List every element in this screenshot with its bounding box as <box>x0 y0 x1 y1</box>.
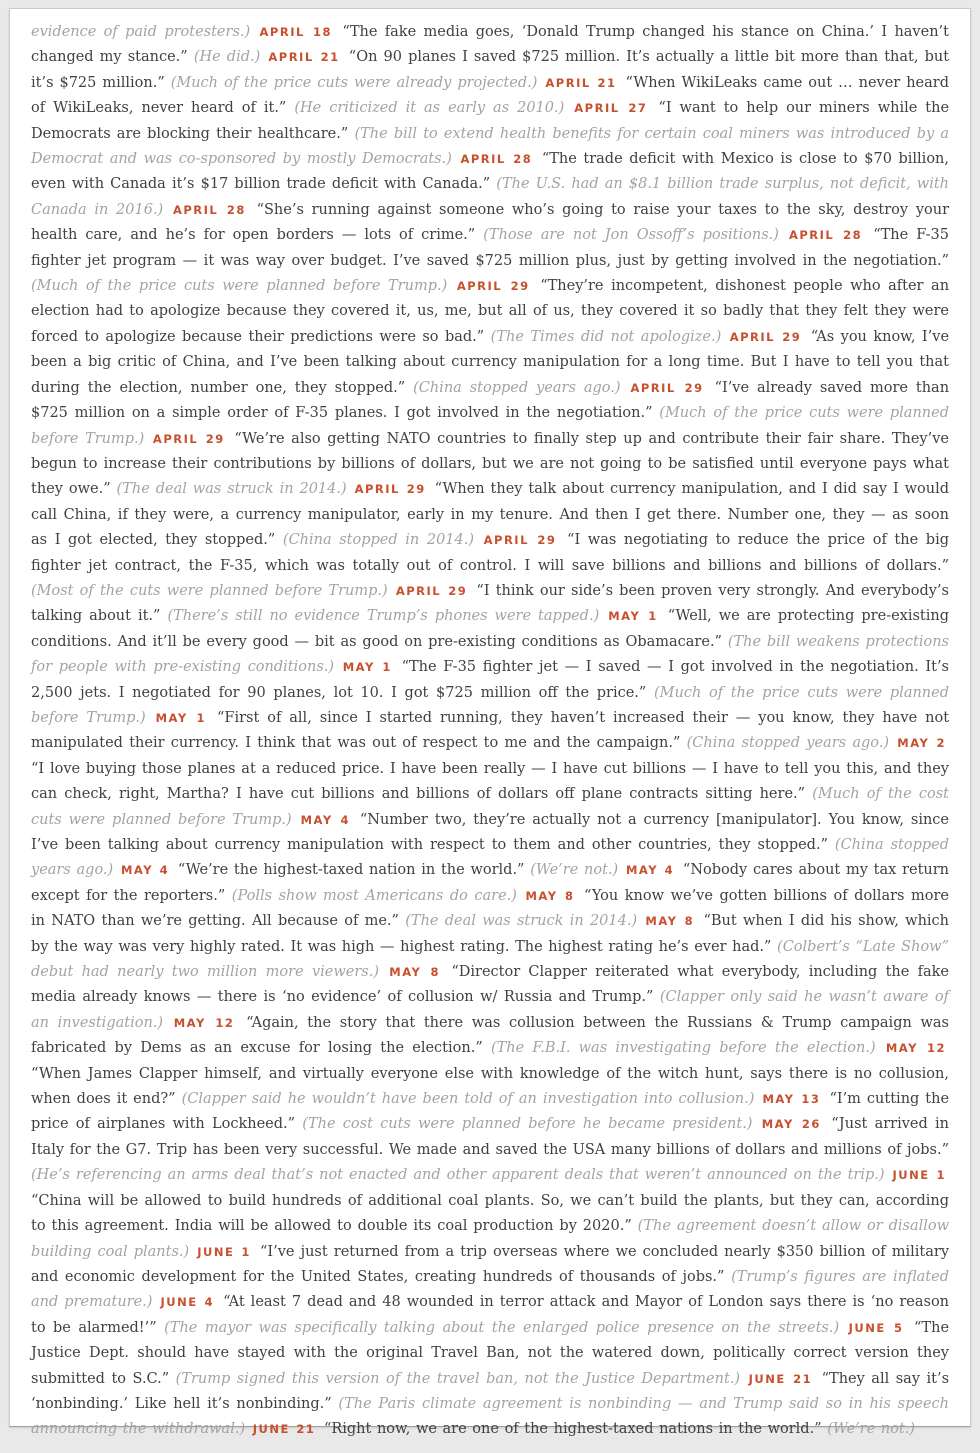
entry-fact-check: (Clapper said he wouldn’t have been told of an investigation into collusion.) <box>181 1091 755 1108</box>
entry-fact-check: (Trump signed this version of the travel ban, not the Justice Department.) <box>175 1370 741 1387</box>
entry-quote: “When WikiLeaks came out … never heard of WikiLeaks, never heard of it.” <box>31 74 949 117</box>
entry-date: APRIL 18 <box>259 25 333 39</box>
entry-quote: “The Justice Dept. should have stayed with the original Travel Ban, not the watered down, politically correct version they submitted to S.C.” <box>31 1319 950 1387</box>
entry-fact-check: (The deal was struck in 2014.) <box>116 481 347 498</box>
entry-quote: “When they talk about currency manipulation, and I did say I would call China, if they were, a currency manipulator, early in my tenure. And then I get there. Number one, they — as soon as I got elected, they stopped.” <box>31 481 950 549</box>
entry-fact-check: (We’re not.) <box>530 862 619 879</box>
entry-quote: “Nobody cares about my tax return except for the reporters.” <box>31 862 950 904</box>
entry-quote: “They’re incompetent, dishonest people who after an election had to apologize because they covered it, us, me, but all of us, they covered it so badly that they felt they were forced to apologize because their predictions were so bad.” <box>31 278 950 345</box>
entry-date: MAY 8 <box>525 888 575 903</box>
entry-fact-check: (The bill weakens protections for people with pre-existing conditions.) <box>31 633 950 676</box>
entry-date: APRIL 29 <box>456 279 530 294</box>
entry-fact-check: (Those are not Jon Ossoff’s positions.) <box>483 227 779 244</box>
entry-date: MAY 8 <box>389 965 441 980</box>
entry-fact-check: (Much of the cost cuts were planned before Trump.) <box>31 786 950 828</box>
entry-date: JUNE 1 <box>197 1244 251 1259</box>
entry-date: APRIL 29 <box>630 380 704 395</box>
entry-date: JUNE 21 <box>252 1422 316 1437</box>
entry-fact-check: (China stopped years ago.) <box>413 379 621 396</box>
entry-quote: “Director Clapper reiterated what everybody, including the fake media already knows — there is ‘no evidence’ of collusion w/ Russia and Trump.” <box>31 964 950 1006</box>
entry-fact-check: (Polls show most Americans do care.) <box>231 887 517 904</box>
entry-fact-check: (He criticized it as early as 2010.) <box>294 100 565 117</box>
entry-quote: “I’ve already saved more than $725 million on a simple order of F-35 planes. I got involved in the negotiation.” <box>31 379 950 422</box>
entry-date: APRIL 29 <box>354 482 426 497</box>
entry-quote: “China will be allowed to build hundreds of additional coal plants. So, we can’t build the plants, but they can, according to this agreement. India will be allowed to double its coal production by 2020.” <box>31 1192 949 1235</box>
entry-quote: “She’s running against someone who’s going to raise your taxes to the sky, destroy your health care, and he’s for open borders — lots of crime.” <box>31 201 950 244</box>
entry-fact-check: (Much of the price cuts were already projected.) <box>170 74 538 91</box>
entry-date: APRIL 29 <box>395 583 468 598</box>
entry-fact-check: (The Paris climate agreement is nonbinding — and Trump said so in his speech announcing the withdrawal.) <box>31 1395 949 1438</box>
entry-date: MAY 26 <box>761 1117 821 1132</box>
entry-fact-check: (The bill to extend health benefits for certain coal miners was introduced by a Democrat and was co-sponsored by mostly Democrats.) <box>31 125 950 168</box>
entry-quote: “At least 7 dead and 48 wounded in terror attack and Mayor of London says there is ‘no reason to be alarmed!’” <box>31 1294 950 1336</box>
entry-fact-check: (He did.) <box>193 49 261 66</box>
entry-quote: “I want to help our miners while the Democrats are blocking their healthcare.” <box>31 100 950 142</box>
entry-date: APRIL 29 <box>483 533 557 548</box>
entries-flow <box>10 9 970 1453</box>
entry-date: MAY 1 <box>608 609 658 624</box>
entry-date: JUNE 1 <box>892 1168 947 1183</box>
entry-quote: “But when I did his show, which by the way was very highly rated. It was high — highest rating. The highest rating he’s ever had.” <box>31 913 950 955</box>
entry-date: MAY 8 <box>645 914 695 929</box>
entry-date: MAY 12 <box>885 1041 947 1056</box>
entry-quote: “First of all, since I started running, they haven’t increased their — you know, they have not manipulated their currency. I think that was out of respect to me and the campaign.” <box>31 709 950 752</box>
entry-quote: “I think our side’s been proven very strongly. And everybody’s talking about it.” <box>31 582 949 625</box>
entry-date: MAY 4 <box>625 863 675 878</box>
entry-fact-check: (The agreement doesn’t allow or disallow building coal plants.) <box>31 1218 950 1260</box>
entry-quote: “I love buying those planes at a reduced price. I have been really — I have cut billions — I have to tell you this, and they can check, right, Martha? I have cut billions and billions of dollars off plane contracts sitting here.” <box>31 760 949 803</box>
entry-date: APRIL 28 <box>460 152 533 167</box>
entry-quote: “You know we’ve gotten billions of dollars more in NATO than we’re getting. All because of me.” <box>31 887 949 930</box>
entry-date: APRIL 21 <box>545 75 617 90</box>
entry-fact-check: (The F.B.I. was investigating before the election.) <box>490 1040 876 1057</box>
entry-date: MAY 4 <box>120 863 170 878</box>
entry-quote: “The fake media goes, ‘Donald Trump changed his stance on China.’ I haven’t changed my stance.” <box>31 24 949 66</box>
entry-date: APRIL 28 <box>172 202 246 217</box>
article-page <box>9 8 971 1438</box>
entry-quote: “They all say it’s ‘nonbinding.’ Like hell it’s nonbinding.” <box>31 1370 950 1412</box>
entry-date: MAY 13 <box>762 1092 821 1107</box>
entry-fact-check: (Much of the price cuts were planned before Trump.) <box>31 405 949 447</box>
entry-fact-check: (We’re not.) <box>827 1421 916 1438</box>
entry-date: JUNE 4 <box>160 1295 215 1310</box>
entry-date: APRIL 28 <box>788 228 863 243</box>
entry-date: MAY 12 <box>173 1015 235 1030</box>
entry-fact-check: (There’s still no evidence Trump’s phones were tapped.) <box>167 608 600 625</box>
entry-fact-check: (The deal was struck in 2014.) <box>405 913 638 930</box>
entry-quote: “We’re the highest-taxed nation in the world.” <box>177 862 525 879</box>
entry-quote: “As you know, I’ve been a big critic of China, and I’ve been talking about currency manipulation for a long time. But I have to tell you that during the election, number one, they stopped.” <box>31 328 950 396</box>
entry-fact-check: (China stopped years ago.) <box>31 837 949 879</box>
entry-fact-check: (The U.S. had an $8.1 billion trade surplus, not deficit, with Canada in 2016.) <box>31 176 949 218</box>
entry-fact-check: (Colbert’s “Late Show” debut had nearly two million more viewers.) <box>31 938 949 981</box>
entry-fact-check: (The mayor was specifically talking about the enlarged police presence on the streets.) <box>164 1319 840 1336</box>
entry-fact-check: (The Times did not apologize.) <box>490 328 722 345</box>
entry-quote: “Well, we are protecting pre-existing conditions. And it’ll be every good — bit as good on pre-existing conditions as Obamacare.” <box>31 608 950 650</box>
entry-quote: “Just arrived in Italy for the G7. Trip has been very successful. We made and saved the USA many billions of dollars and millions of jobs.” <box>31 1116 950 1158</box>
entry-date: MAY 4 <box>300 812 350 827</box>
lead-fact-check-fragment: evidence of paid protesters.) <box>31 24 251 40</box>
entry-fact-check: (Most of the cuts were planned before Trump.) <box>31 582 388 599</box>
entry-date: MAY 1 <box>342 660 392 675</box>
entry-fact-check: (The cost cuts were planned before he became president.) <box>302 1116 753 1133</box>
entry-date: JUNE 5 <box>848 1320 904 1335</box>
entry-date: JUNE 21 <box>748 1371 813 1386</box>
entry-fact-check: (China stopped years ago.) <box>686 735 890 752</box>
entry-quote: “We’re also getting NATO countries to finally step up and contribute their fair share. They’ve begun to increase their contributions by billions of dollars, but we are not going to be satisfied until everyone pays what they owe.” <box>31 430 949 498</box>
entry-fact-check: (China stopped in 2014.) <box>282 532 475 549</box>
entry-quote: “I’m cutting the price of airplanes with Lockheed.” <box>31 1091 950 1133</box>
entry-date: APRIL 29 <box>729 329 802 344</box>
entry-date: MAY 2 <box>897 736 947 751</box>
entry-quote: “I was negotiating to reduce the price of the big fighter jet contract, the F-35, which was totally out of control. I will save billions and billions and billions of dollars.” <box>31 532 949 574</box>
entry-date: MAY 1 <box>155 710 207 725</box>
entry-date: APRIL 21 <box>268 50 340 65</box>
entry-fact-check: (Clapper only said he wasn’t aware of an investigation.) <box>31 989 950 1031</box>
entry-date: APRIL 27 <box>574 101 648 116</box>
entry-quote: “The F-35 fighter jet — I saved — I got involved in the negotiation. It’s 2,500 jets. I negotiated for 90 planes, lot 10. I got $725 million off the price.” <box>31 659 949 701</box>
entry-quote: “On 90 planes I saved $725 million. It’s actually a little bit more than that, but it’s $725 million.” <box>31 49 950 91</box>
entry-quote: “Right now, we are one of the highest-taxed nations in the world.” <box>323 1421 822 1438</box>
entry-fact-check: (Much of the price cuts were planned before Trump.) <box>31 278 448 295</box>
entry-quote: “Again, the story that there was collusion between the Russians & Trump campaign was fabricated by Dems as an excuse for losing the election.” <box>31 1014 949 1057</box>
entry-quote: “When James Clapper himself, and virtually everyone else with knowledge of the witch hunt, says there is no collusion, when does it end?” <box>31 1065 949 1108</box>
entry-quote: “The F-35 fighter jet program — it was way over budget. I’ve saved $725 million plus, just by getting involved in the negotiation.” <box>31 227 949 269</box>
entry-fact-check: (Trump’s figures are inflated and premature.) <box>31 1268 949 1311</box>
entry-fact-check: (He’s referencing an arms deal that’s not enacted and other apparent deals that weren’t announced on the trip.) <box>31 1167 885 1184</box>
entry-quote: “Number two, they’re actually not a currency [manipulator]. You know, since I’ve been talking about currency manipulation with respect to them and other countries, they stopped.” <box>31 811 950 853</box>
entry-quote: “I’ve just returned from a trip overseas where we concluded nearly $350 billion of military and economic development for the United States, creating hundreds of thousands of jobs.” <box>31 1243 950 1285</box>
entry-quote: “The trade deficit with Mexico is close to $70 billion, even with Canada it’s $17 billion trade deficit with Canada.” <box>31 151 949 193</box>
entry-fact-check: (Much of the price cuts were planned before Trump.) <box>31 684 950 726</box>
entry-date: APRIL 29 <box>152 431 225 446</box>
